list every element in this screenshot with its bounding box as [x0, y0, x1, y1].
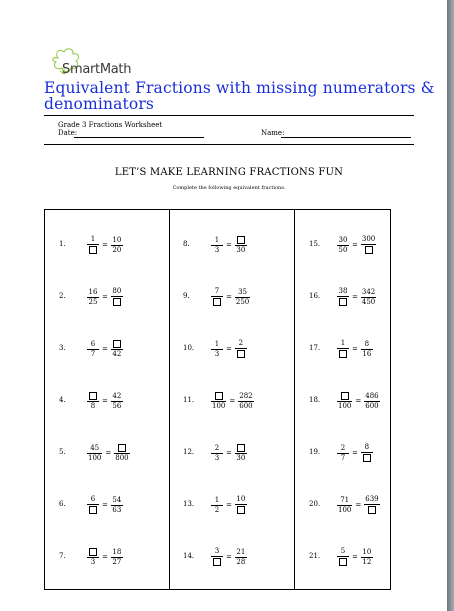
denominator: 8	[90, 402, 96, 410]
denominator: 450	[361, 297, 376, 306]
fraction-bar	[337, 296, 349, 297]
denominator: 100	[212, 402, 226, 410]
numerator: 54	[112, 495, 122, 504]
denominator: 250	[235, 297, 250, 306]
denominator: 800	[115, 454, 129, 462]
problem-number: 12.	[183, 448, 195, 456]
fraction	[87, 391, 99, 411]
numerator: 18	[112, 547, 122, 556]
fraction-bar	[87, 504, 99, 505]
fraction	[111, 287, 123, 307]
fraction	[211, 496, 223, 515]
numerator: 1	[90, 235, 96, 243]
fraction-equation	[211, 282, 250, 312]
fraction	[361, 288, 376, 307]
problem-number: 3.	[59, 344, 66, 352]
problem-number: 6.	[59, 500, 66, 508]
fraction-equation	[211, 230, 247, 260]
problem-item	[59, 334, 159, 374]
denominator: 2	[214, 505, 220, 514]
problem-number: 10.	[183, 344, 195, 352]
problem-item	[309, 438, 389, 478]
numerator: 10	[362, 547, 372, 556]
equals-sign: =	[352, 553, 358, 561]
numerator: 2	[238, 339, 244, 347]
fraction-bar	[211, 556, 223, 557]
numerator: 6	[90, 495, 96, 503]
answer-box[interactable]	[365, 246, 373, 254]
answer-box[interactable]	[237, 444, 245, 452]
problem-item	[183, 542, 283, 582]
problem-item	[309, 542, 389, 582]
equals-sign: =	[226, 449, 232, 457]
answer-box[interactable]	[339, 558, 347, 566]
fraction	[111, 339, 123, 359]
fraction	[87, 547, 99, 567]
fraction-bar	[364, 504, 379, 505]
numerator: 5	[340, 547, 346, 555]
fraction-equation	[211, 334, 247, 364]
equals-sign: =	[102, 241, 108, 249]
fraction	[87, 235, 99, 255]
equals-sign: =	[352, 449, 358, 457]
answer-box[interactable]	[363, 454, 371, 462]
fraction-bar	[337, 556, 349, 557]
numerator: 1	[214, 339, 220, 348]
numerator: 6	[90, 339, 96, 348]
problem-number: 7.	[59, 552, 66, 560]
answer-box[interactable]	[339, 298, 347, 306]
answer-box[interactable]	[113, 340, 121, 348]
fraction	[211, 236, 223, 255]
problem-number: 2.	[59, 292, 66, 300]
numerator: 282	[239, 391, 253, 400]
fraction	[211, 547, 223, 567]
denominator: 12	[362, 557, 372, 566]
problem-item	[183, 334, 283, 374]
answer-box[interactable]	[339, 350, 347, 358]
fraction	[87, 495, 99, 515]
fraction	[361, 235, 376, 255]
problem-number: 5.	[59, 448, 66, 456]
denominator: 3	[214, 245, 220, 254]
numerator: 3	[214, 547, 220, 555]
header-rule-top	[44, 115, 414, 116]
column-divider	[169, 210, 170, 589]
denominator: 50	[338, 245, 348, 254]
fraction	[364, 495, 379, 515]
fraction-equation	[211, 438, 247, 468]
denominator: 63	[112, 505, 122, 514]
problem-item	[183, 282, 283, 322]
fraction-equation	[87, 386, 123, 416]
problem-item	[183, 438, 283, 478]
brand-name: SmartMath	[62, 62, 132, 77]
problem-number: 9.	[183, 292, 190, 300]
numerator: 35	[238, 287, 248, 296]
fraction-equation	[337, 334, 373, 364]
answer-box[interactable]	[237, 350, 245, 358]
problem-number: 19.	[309, 448, 321, 456]
problem-item	[309, 334, 389, 374]
numerator: 80	[112, 287, 122, 295]
fraction	[238, 392, 253, 411]
numerator: 16	[88, 287, 98, 296]
numerator: 38	[338, 287, 348, 295]
numerator: 2	[214, 443, 220, 452]
problem-number: 1.	[59, 240, 66, 248]
answer-box[interactable]	[89, 506, 97, 514]
denominator: 600	[239, 401, 253, 410]
fraction	[337, 236, 349, 255]
fraction-bar	[235, 348, 247, 349]
equals-sign: =	[102, 293, 108, 301]
answer-box[interactable]	[213, 558, 221, 566]
equals-sign: =	[226, 241, 232, 249]
denominator: 20	[112, 245, 122, 254]
denominator: 30	[236, 246, 246, 254]
fraction-bar	[111, 296, 123, 297]
denominator: 42	[112, 350, 122, 358]
fraction-bar	[87, 244, 99, 245]
fraction-bar	[337, 348, 349, 349]
problem-item	[59, 230, 159, 270]
fraction	[235, 235, 247, 255]
fraction-equation	[87, 542, 123, 572]
numerator: 71	[340, 495, 350, 504]
problem-item	[183, 490, 283, 530]
numerator: 7	[214, 287, 220, 295]
fraction	[337, 444, 349, 463]
equals-sign: =	[229, 397, 236, 405]
fraction	[364, 392, 379, 411]
numerator: 8	[364, 339, 370, 348]
fraction	[111, 392, 123, 411]
answer-box[interactable]	[368, 506, 376, 514]
fraction-bar	[361, 244, 376, 245]
fraction-equation	[87, 438, 130, 468]
fraction-bar	[211, 296, 223, 297]
fraction-equation	[337, 542, 373, 572]
fraction	[235, 548, 247, 567]
denominator: 7	[90, 349, 96, 358]
fraction	[337, 547, 349, 567]
numerator: 10	[112, 235, 122, 244]
answer-box[interactable]	[89, 246, 97, 254]
fraction-equation	[211, 386, 254, 416]
problem-number: 21.	[309, 552, 321, 560]
numerator: 30	[338, 235, 348, 244]
fraction	[337, 391, 352, 411]
problem-item	[59, 490, 159, 530]
instructions: Complete the following equivalent fractions.	[172, 185, 286, 191]
equals-sign: =	[226, 345, 232, 353]
problem-number: 8.	[183, 240, 190, 248]
numerator: 21	[236, 547, 246, 556]
denominator: 100	[338, 402, 352, 410]
fraction	[337, 339, 349, 359]
fraction-equation	[337, 386, 380, 416]
problem-item	[59, 386, 159, 426]
equals-sign: =	[352, 241, 358, 249]
denominator: 3	[214, 453, 220, 462]
equals-sign: =	[226, 501, 232, 509]
problem-item	[59, 438, 159, 478]
problem-number: 18.	[309, 396, 321, 404]
answer-box[interactable]	[341, 392, 349, 400]
fraction-equation	[87, 282, 123, 312]
problem-number: 14.	[183, 552, 195, 560]
denominator: 600	[365, 401, 379, 410]
fraction-bar	[361, 452, 373, 453]
equals-sign: =	[102, 397, 108, 405]
name-field[interactable]	[281, 137, 411, 138]
fraction	[87, 444, 102, 463]
equals-sign: =	[102, 501, 108, 509]
fraction-equation	[87, 230, 123, 260]
answer-box[interactable]	[215, 392, 223, 400]
problem-item	[183, 230, 283, 270]
denominator: 56	[112, 401, 122, 410]
denominator: 27	[112, 557, 122, 566]
answer-box[interactable]	[237, 506, 245, 514]
problem-item	[309, 386, 389, 426]
fraction	[211, 287, 223, 307]
problem-grid	[44, 209, 391, 590]
date-label: Date:	[58, 129, 78, 137]
denominator: 30	[236, 454, 246, 462]
fraction	[87, 288, 99, 307]
fraction-equation	[337, 282, 376, 312]
answer-box[interactable]	[89, 548, 97, 556]
denominator: 3	[214, 349, 220, 358]
fraction	[235, 443, 247, 463]
problem-item	[309, 490, 389, 530]
numerator: 10	[236, 495, 246, 503]
answer-box[interactable]	[113, 298, 121, 306]
denominator: 7	[340, 453, 346, 462]
fraction	[111, 548, 123, 567]
numerator: 300	[361, 235, 376, 243]
fraction	[211, 391, 226, 411]
denominator: 100	[338, 505, 352, 514]
fraction-equation	[337, 490, 380, 520]
page-title: Equivalent Fractions with missing numerators & denominators	[44, 79, 435, 113]
fraction	[337, 287, 349, 307]
fraction	[235, 288, 250, 307]
fraction-equation	[87, 334, 123, 364]
problem-item	[183, 386, 283, 426]
equals-sign: =	[105, 449, 112, 457]
denominator: 16	[362, 349, 372, 358]
problem-item	[309, 230, 389, 270]
numerator: 8	[364, 443, 370, 451]
fraction	[361, 548, 373, 567]
problem-number: 17.	[309, 344, 321, 352]
numerator: 486	[365, 391, 379, 400]
section-heading: LET’S MAKE LEARNING FRACTIONS FUN	[114, 167, 344, 178]
fraction	[211, 444, 223, 463]
numerator: 1	[214, 495, 220, 504]
equals-sign: =	[226, 293, 232, 301]
header-rule-bottom	[44, 144, 414, 145]
denominator: 3	[90, 558, 96, 566]
answer-box[interactable]	[89, 392, 97, 400]
equals-sign: =	[226, 553, 232, 561]
denominator: 100	[88, 453, 102, 462]
fraction-bar	[235, 504, 247, 505]
equals-sign: =	[352, 345, 358, 353]
fraction	[361, 443, 373, 463]
fraction-equation	[337, 230, 376, 260]
fraction	[114, 443, 129, 463]
fraction	[337, 496, 352, 515]
fraction	[111, 236, 123, 255]
problem-number: 11.	[183, 396, 195, 404]
problem-item	[309, 282, 389, 322]
numerator: 639	[365, 495, 379, 503]
problem-item	[59, 282, 159, 322]
fraction-equation	[211, 542, 247, 572]
problem-number: 16.	[309, 292, 321, 300]
worksheet-label: Grade 3 Fractions Worksheet	[58, 121, 163, 129]
equals-sign: =	[102, 553, 108, 561]
problem-number: 4.	[59, 396, 66, 404]
name-label: Name:	[261, 129, 285, 137]
numerator: 1	[214, 235, 220, 244]
page-shadow	[447, 0, 454, 611]
numerator: 342	[361, 287, 376, 296]
fraction	[361, 340, 373, 359]
equals-sign: =	[352, 293, 358, 301]
equals-sign: =	[102, 345, 108, 353]
fraction-equation	[87, 490, 123, 520]
fraction	[87, 340, 99, 359]
denominator: 28	[236, 557, 246, 566]
fraction	[235, 339, 247, 359]
equals-sign: =	[355, 501, 362, 509]
answer-box[interactable]	[237, 236, 245, 244]
fraction	[235, 495, 247, 515]
answer-box[interactable]	[118, 444, 126, 452]
problem-number: 20.	[309, 500, 321, 508]
problem-number: 13.	[183, 500, 195, 508]
problem-number: 15.	[309, 240, 321, 248]
equals-sign: =	[355, 397, 362, 405]
fraction-equation	[211, 490, 247, 520]
numerator: 1	[340, 339, 346, 347]
numerator: 42	[112, 391, 122, 400]
date-field[interactable]	[74, 137, 204, 138]
answer-box[interactable]	[213, 298, 221, 306]
fraction	[111, 496, 123, 515]
fraction-equation	[337, 438, 373, 468]
column-divider	[294, 210, 295, 589]
denominator: 25	[88, 297, 98, 306]
numerator: 2	[340, 443, 346, 452]
fraction	[211, 340, 223, 359]
numerator: 45	[90, 443, 100, 452]
problem-item	[59, 542, 159, 582]
